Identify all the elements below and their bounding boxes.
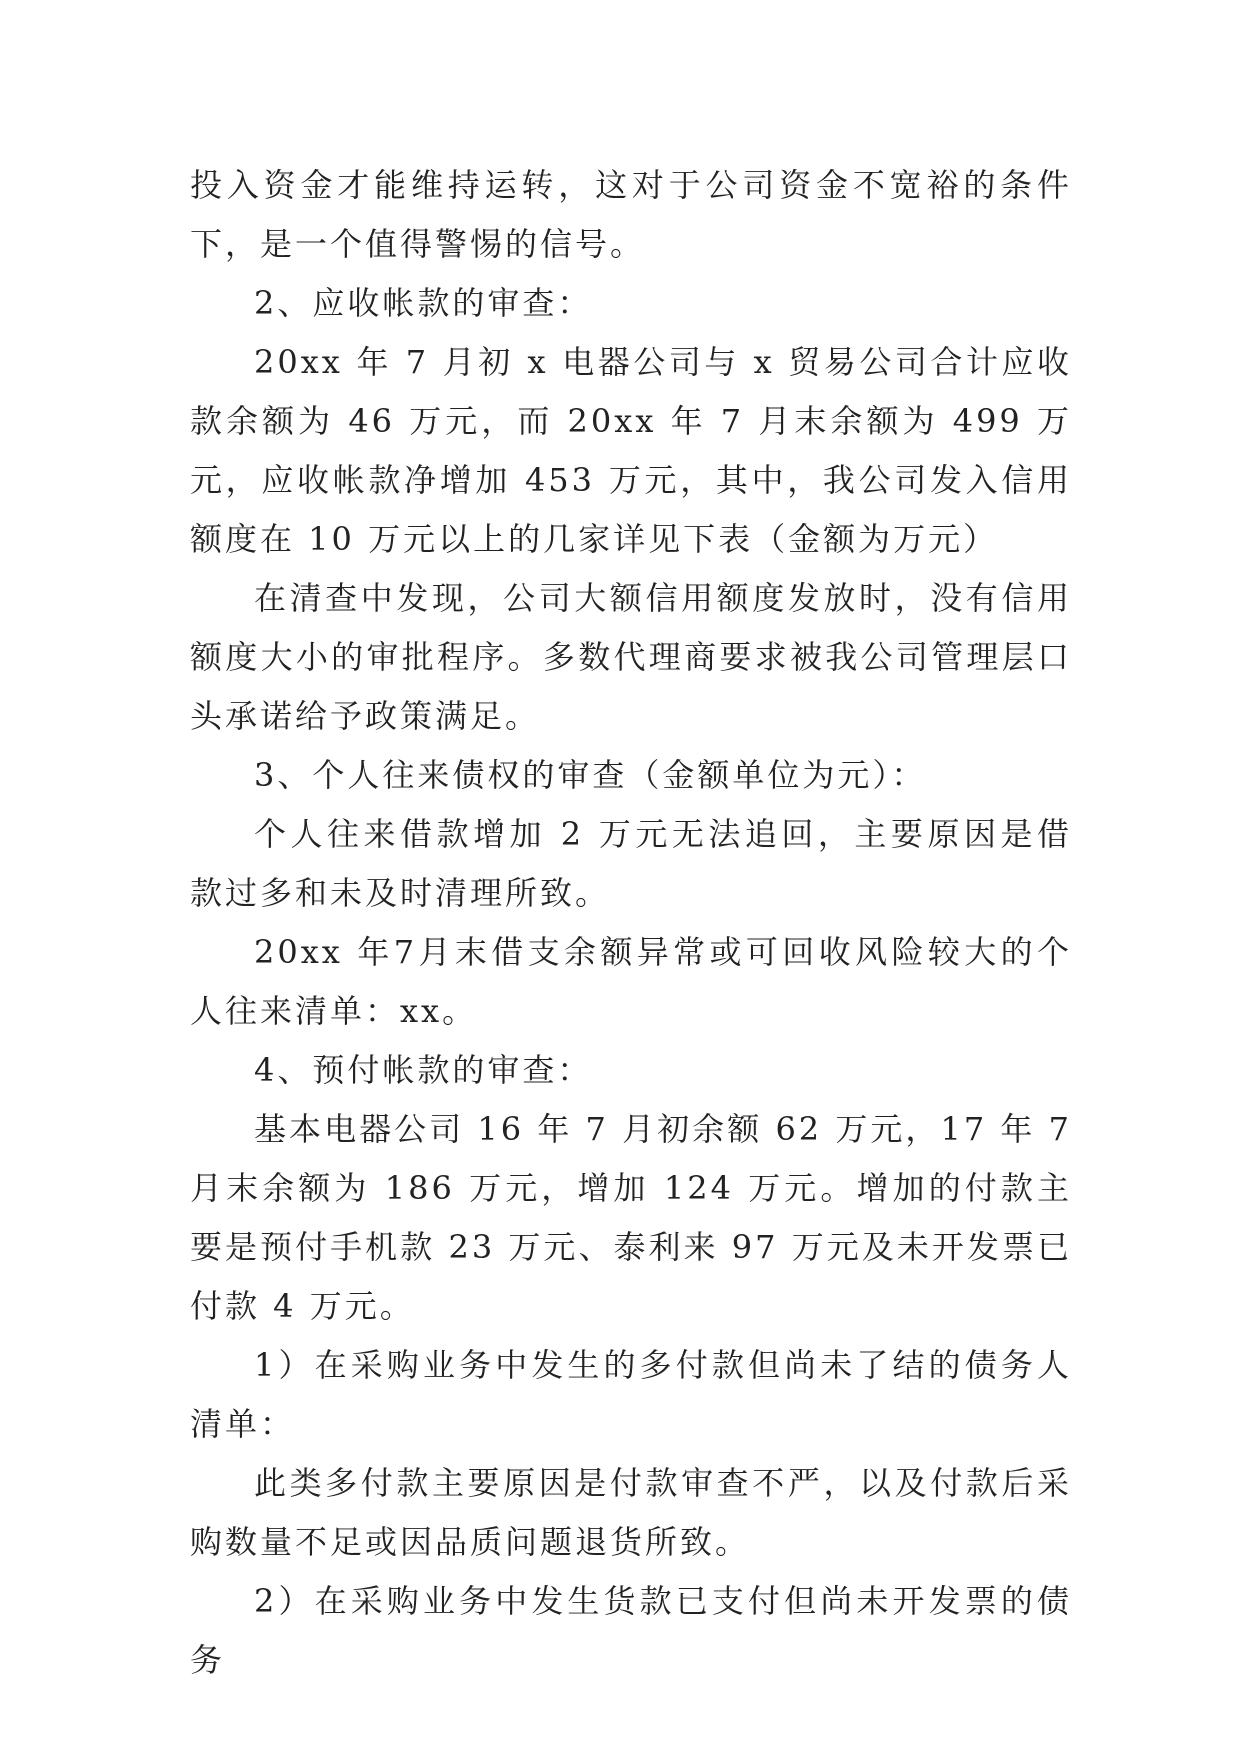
subheading-overpayment-list: 1）在采购业务中发生的多付款但尚未了结的债务人清单： bbox=[190, 1346, 1072, 1443]
subheading-unbilled-payments: 2）在采购业务中发生货款已支付但尚未开发票的债务 bbox=[190, 1582, 1072, 1679]
paragraph-receivables-detail: 20xx 年 7 月初 x 电器公司与 x 贸易公司合计应收款余额为 46 万元，而 20xx 年 7 月末余额为 499 万元，应收帐款净增加 453 万元，其中，我公司发入信用额度在 10 万元以上的几家详见下表（金额为万元） bbox=[190, 343, 1072, 558]
paragraph-credit-findings: 在清查中发现，公司大额信用额度发放时，没有信用额度大小的审批程序。多数代理商要求被我公司管理层口头承诺给予政策满足。 bbox=[190, 579, 1072, 735]
paragraph-personal-list: 20xx 年7月末借支余额异常或可回收风险较大的个人往来清单：xx。 bbox=[190, 933, 1072, 1030]
paragraph-continuation: 投入资金才能维持运转，这对于公司资金不宽裕的条件下，是一个值得警惕的信号。 bbox=[190, 166, 1072, 263]
paragraph-prepayment-detail: 基本电器公司 16 年 7 月初余额 62 万元，17 年 7 月末余额为 186 万元，增加 124 万元。增加的付款主要是预付手机款 23 万元、泰利来 97 万元及未开发票已付款 4 万元。 bbox=[190, 1110, 1072, 1325]
paragraph-personal-loans: 个人往来借款增加 2 万元无法追回，主要原因是借款过多和未及时清理所致。 bbox=[190, 815, 1072, 912]
section-heading-prepayments: 4、预付帐款的审查： bbox=[254, 1051, 593, 1089]
section-heading-personal-claims: 3、个人往来债权的审查（金额单位为元）： bbox=[254, 756, 927, 794]
section-heading-receivables: 2、应收帐款的审查： bbox=[254, 284, 593, 322]
paragraph-overpayment-reason: 此类多付款主要原因是付款审查不严，以及付款后采购数量不足或因品质问题退货所致。 bbox=[190, 1464, 1072, 1561]
document-body bbox=[190, 156, 1072, 1690]
